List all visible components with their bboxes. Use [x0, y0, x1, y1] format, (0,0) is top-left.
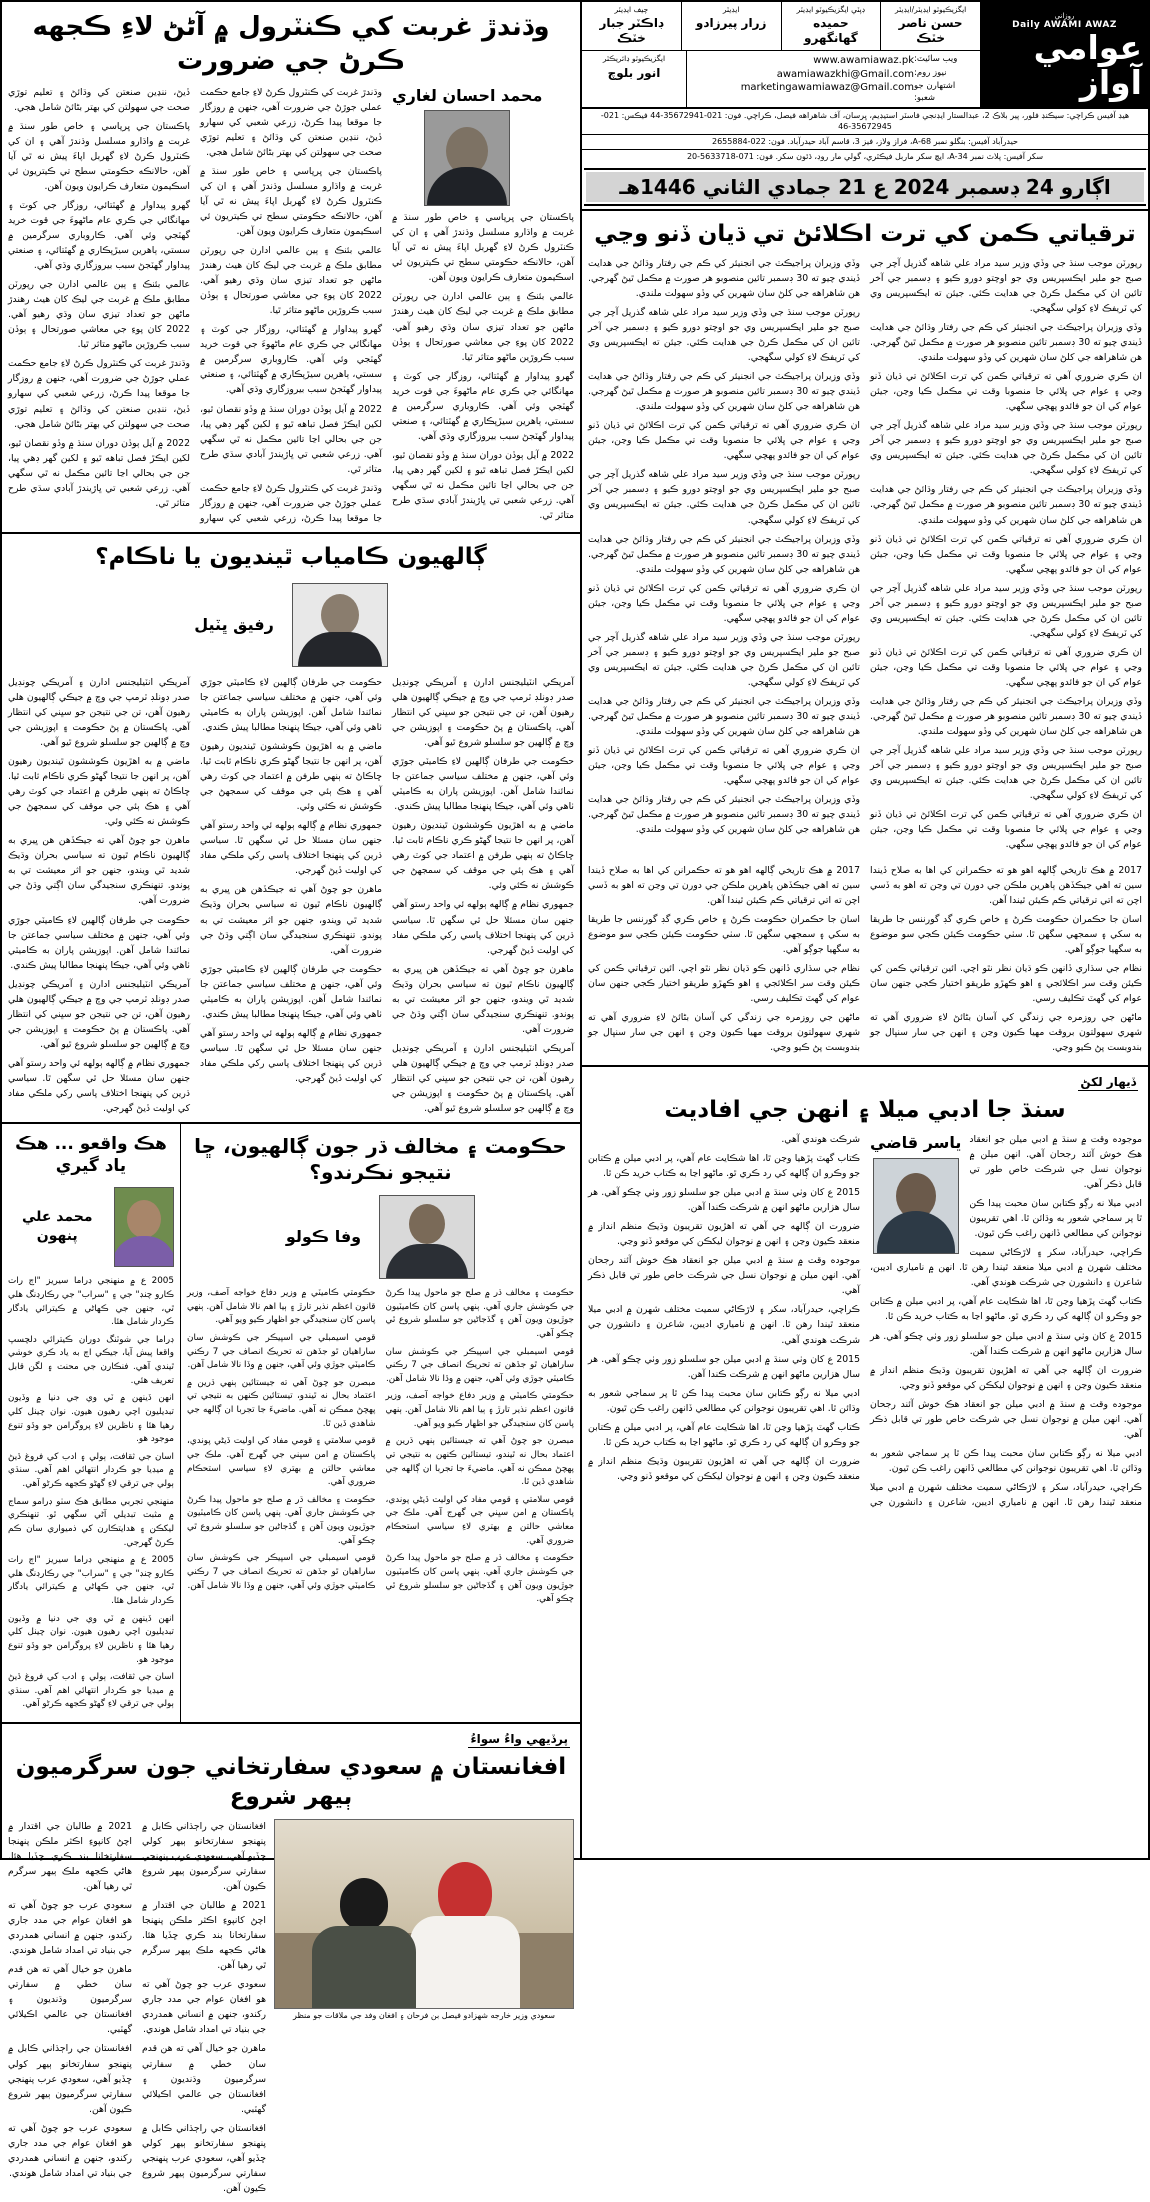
- address-line: حيدرآباد آفيس: بنگلو نمبر 68-A، فراز ولاز، فيز 3، قاسم آباد حيدرآباد. فون: 022-2655884: [582, 135, 1148, 150]
- paragraph: رپورٽن موجب سنڌ جي وڏي وزير سيد مراد علي شاهه گذريل آچر جي صبح جو ملير ايڪسپريس وي جو اوچتو دورو ڪيو ۽ ڊسمبر جي آخر تائين ان کي مڪمل ڪرڻ جي هدايت ڪئي. جيئن ته ايڪسپريس وي کي ٽريفڪ لاءِ کولي سگهجي.: [870, 420, 1142, 477]
- author-name: وفا ڪولو: [285, 1227, 362, 1247]
- paragraph: ان ڪري ضروري آهي ته ترقياتي ڪمن کي ترت اڪلائڻ تي ڌيان ڏنو وڃي ۽ عوام جي ڀلائي جا منصوبا وقت تي مڪمل ڪيا وڃن، جيئن عوام کي ان جو فائدو پهچي سگهي.: [588, 420, 860, 462]
- paragraph: موجوده وقت ۾ سنڌ ۾ ادبي ميلن جو انعقاد هڪ خوش آئند رجحان آهي. انهن ميلن ۾ نوجوان نسل جي شرڪت خاص طور تي قابل ذڪر آهي.: [588, 1255, 860, 1297]
- director-name: انور بلوچ: [607, 66, 661, 81]
- article-body: [8, 1275, 174, 1712]
- headline[interactable]: ترقياتي ڪمن کي ترت اڪلائڻ تي ڌيان ڏنو وڃي: [594, 220, 1136, 247]
- paragraph: 2015 ع کان وٺي سنڌ ۾ ادبي ميلن جو سلسلو زور وٺي چڪو آهي. هر سال هزارين ماڻهو انهن ۾ شرڪت ڪندا آهن.: [588, 1187, 860, 1214]
- publication-date: اڳارو 24 ڊسمبر 2024 ع 21 جمادي الثاني 1446هـ: [586, 172, 1144, 202]
- staff-name: حميده گھانگھرو: [804, 16, 858, 46]
- paragraph: حڪومت جي طرفان ڳالهين لاءِ ڪاميٽي جوڙي وئي آهي، جنهن ۾ مختلف سياسي جماعتن جا نمائندا شامل آهن. اپوزيشن پاران به ڪاميٽي ٺاهي وئي آهي، جيڪا پنهنجا مطالبا پيش ڪندي.: [8, 914, 190, 971]
- paragraph: وڏي وزيران پراجيڪٽ جي انجنيئر کي ڪم جي رفتار وڌائڻ جي هدايت ڏيندي چيو ته 30 ڊسمبر تائين منصوبو هر صورت ۾ مڪمل ٿيڻ گهرجي. هن شاهراهه جي کلڻ سان شهرين کي وڏو سهولت ملندي.: [588, 371, 860, 413]
- staff-name: ڊاڪٽر جبار خٽڪ: [599, 16, 664, 46]
- paragraph: ماهرن جو خيال آهي ته هن قدم سان خطي ۾ سفارتي سرگرميون وڌنديون ۽ افغانستان جي عالمي اڪيلائي گهٽبي.: [8, 1964, 132, 2036]
- author-portrait: [424, 110, 510, 206]
- staff-row: [582, 2, 980, 51]
- paragraph: ماهرن جو چوڻ آهي ته جيڪڏهن هن ڀيري به ڳالهيون ناڪام ٿيون ته سياسي بحران وڌيڪ شديد ٿي ويندو، جنهن جو اثر معيشت تي به پوندو. تنهنڪري سنجيدگي سان اڳتي وڌڻ جي ضرورت آهي.: [8, 835, 190, 907]
- paragraph: ڪراچي، حيدرآباد، سکر ۽ لاڙڪاڻي سميت مختلف شهرن ۾ ادبي ميلا منعقد ٿيندا رهن ٿا. انهن ۾ نامياري اديبن، شاعرن ۽ دانشورن جي شرڪت هوندي آهي.: [781, 1133, 1142, 1508]
- contact-block: [686, 51, 980, 107]
- contact-row: [582, 51, 980, 107]
- paragraph: عالمي بئنڪ ۽ ٻين عالمي ادارن جي رپورٽن مطابق ملڪ ۾ غربت جي ليڪ کان هيٺ رهندڙ ماڻهن جو تعداد تيزي سان وڌي رهيو آهي. 2022 کان پوءِ جي معاشي صورتحال ۽ ٻوڏن سبب ڪروڙين ماڻهو متاثر ٿيا.: [200, 245, 382, 317]
- paragraph: منهنجي تجربي مطابق هڪ سٺو ڊرامو سماج ۾ مثبت تبديلي آڻي سگهي ٿو. تنهنڪري ليکڪن ۽ هدايتڪارن کي ذميواري سان ڪم ڪرڻ گهرجي.: [8, 1496, 174, 1548]
- paragraph: ان ڪري ضروري آهي ته ترقياتي ڪمن کي ترت اڪلائڻ تي ڌيان ڏنو وڃي ۽ عوام جي ڀلائي جا منصوبا وقت تي مڪمل ڪيا وڃن، جيئن عوام کي ان جو فائدو پهچي سگهي.: [870, 646, 1142, 688]
- paragraph: گهرو پيداوار ۾ گهٽتائي، روزگار جي کوٽ ۽ مهانگائي جي ڪري عام ماڻهوءَ جي قوت خريد گهٽجي وئي آهي. ڪاروباري سرگرمين ۾ سستي، ٻاهرين سيڙپڪاري ۾ گهٽتائي، ۽ صنعتي پيداوار گهٽجڻ سبب بيروزگاري وڌي آهي.: [200, 324, 382, 396]
- section-kicker: پرڏيهي واءُ سواءُ: [470, 1732, 568, 1747]
- paragraph: ماڻهن جي روزمره جي زندگي کي آسان بڻائڻ لاءِ ضروري آهي ته شهري سهولتون بروقت مهيا ڪيون وڃن ۽ انهن جي سار سنڀال جو بندوبست پڻ ڪيو وڃي.: [588, 1011, 860, 1054]
- paragraph: وڌندڙ غربت کي ڪنٽرول ڪرڻ لاءِ جامع حڪمت عملي جوڙڻ جي ضرورت آهي، جنهن ۾ روزگار جا موقعا پيدا ڪرڻ، زرعي شعبي کي سهارو ڏيڻ، ننڍين صنعتن کي وڌائڻ ۽ تعليم توڙي صحت جي سهولتن کي بهتر بڻائڻ شامل هجي.: [8, 86, 382, 524]
- paragraph: رپورٽن موجب سنڌ جي وڏي وزير سيد مراد علي شاهه گذريل آچر جي صبح جو ملير ايڪسپريس وي جو اوچتو دورو ڪيو ۽ ڊسمبر جي آخر تائين ان کي مڪمل ڪرڻ جي هدايت ڪئي. جيئن ته ايڪسپريس وي کي ٽريفڪ لاءِ کولي سگهجي.: [870, 745, 1142, 802]
- paragraph: وڏي وزيران پراجيڪٽ جي انجنيئر کي ڪم جي رفتار وڌائڻ جي هدايت ڏيندي چيو ته 30 ڊسمبر تائين منصوبو هر صورت ۾ مڪمل ٿيڻ گهرجي. هن شاهراهه جي کلڻ سان شهرين کي وڏو سهولت ملندي.: [870, 321, 1142, 364]
- author-name: رفيق ڀٽيل: [194, 615, 274, 634]
- paragraph: حڪومتي ڪاميٽي ۾ وزير دفاع خواجه آصف، وزير قانون اعظم نذير تارڙ ۽ ٻيا اهم نالا شامل آهن. ٻنهي پاسن کان سنجيدگي جو اظهار ڪيو ويو آهي.: [385, 1391, 574, 1429]
- address-line: سکر آفيس: پلاٽ نمبر 34-A، ايڇ سکر ماربل فيڪٽري، گولي مار روڊ، ڌئون سکر. فون: 071-5633718-20: [686, 152, 1044, 162]
- left-section: [2, 2, 580, 2194]
- author-name: محمد احسان لغاري: [392, 85, 543, 105]
- paper-tagline: روزاني: [1054, 12, 1075, 21]
- address-line: هيڊ آفيس ڪراچي: سيڪنڊ فلور، پير بلاڪ 2، عبدالستار ايڊنجي فاسٽر استيڊيم، ڀرسان، آف شاهراهه فيصل، ڪراچي. فون: 021-35672941-44 فيڪس: 021-35672945-46: [582, 109, 1148, 135]
- paragraph: اسان جي ثقافت، ٻولي ۽ ادب کي فروغ ڏيڻ ۾ ميڊيا جو ڪردار انتهائي اهم آهي. سنڌي ٻولي جي ترقي لاءِ گهڻو ڪجهه ڪرڻو آهي.: [8, 1672, 174, 1710]
- paragraph: مبصرن جو چوڻ آهي ته جيستائين ٻنهي ڌرين ۾ اعتماد بحال نه ٿيندو، تيستائين ڪنهن به نتيجي تي پهچڻ ممڪن نه آهي. ماضيءَ جا تجربا ان ڳالهه جي شاهدي ڏين ٿا.: [385, 1436, 574, 1488]
- paragraph: 2017 ۾ هڪ تاريخي ڳالهه اهو هو ته حڪمرانن کي اها به صلاح ڏيندا سين ته اهي جيڪڏهن ٻاهرين ملڪن جي دورن تي وڃن ته اهو به ڏسي اچن ته اتي ترقياتي ڪم ڪيئن ٿيندا آهن.: [870, 864, 1142, 906]
- author-portrait: [379, 1195, 475, 1279]
- author-portrait: [873, 1158, 959, 1254]
- news-photo-wrap: [274, 1819, 574, 2196]
- headline[interactable]: افغانستان ۾ سعودي سفارتخاني جون سرگرميون ٻيهر شروع: [15, 1754, 567, 1810]
- paragraph: ڪتاب گهٽ پڙهيا وڃن ٿا، اها شڪايت عام آهي، پر ادبي ميلن ۾ ڪتابن جو وڪرو ان ڳالهه کي رد ڪري ٿو. ماڻهو اڃا به ڪتاب خريد ڪن ٿا.: [588, 1421, 860, 1448]
- paragraph: وڏي وزيران پراجيڪٽ جي انجنيئر کي ڪم جي رفتار وڌائڻ جي هدايت ڏيندي چيو ته 30 ڊسمبر تائين منصوبو هر صورت ۾ مڪمل ٿيڻ گهرجي. هن شاهراهه جي کلڻ سان شهرين کي وڏو سهولت ملندي.: [588, 794, 860, 836]
- news-photo: [274, 1819, 574, 2009]
- paragraph: 2022 ۾ آيل ٻوڏن دوران سنڌ ۾ وڏو نقصان ٿيو، لکين ايڪڙ فصل تباهه ٿيو ۽ لکين گهر ڊهي پيا، جن جي بحالي اڃا تائين مڪمل نه ٿي سگهي آهي. زرعي شعبي تي ڀاڙيندڙ آبادي سڌي طرح متاثر ٿي.: [8, 437, 190, 509]
- paragraph: آمريڪي انٽيليجنس ادارن ۽ آمريڪي چونڊيل صدر ڊونلڊ ٽرمپ جي وچ ۾ جيڪي ڳالهيون هلي رهيون آهن، تن جي نتيجن جو سڀني کي انتظار آهي. پاڪستان ۾ پڻ حڪومت ۽ اپوزيشن جي وچ ۾ ڳالهين جو سلسلو شروع ٿيو آهي.: [392, 676, 574, 748]
- headline[interactable]: وڌندڙ غربت کي ڪنٽرول ۾ آڻڻ لاءِ ڪجهه ڪرڻ جي ضرورت: [32, 12, 550, 76]
- article-body: [8, 1819, 266, 2196]
- paragraph: حڪومت ۽ مخالف ڌر ۾ صلح جو ماحول پيدا ڪرڻ جي ڪوشش جاري آهي. ٻنهي پاسن کان ڪاميٽيون جوڙيون ويون آهن ۽ گڏجاڻين جو سلسلو شروع ٿي چڪو آهي.: [385, 1553, 574, 1605]
- paragraph: اسان جي ثقافت، ٻولي ۽ ادب کي فروغ ڏيڻ ۾ ميڊيا جو ڪردار انتهائي اهم آهي. سنڌي ٻولي جي ترقي لاءِ گهڻو ڪجهه ڪرڻو آهي.: [8, 1451, 174, 1490]
- paragraph: حڪومتي ڪاميٽي ۾ وزير دفاع خواجه آصف، وزير قانون اعظم نذير تارڙ ۽ ٻيا اهم نالا شامل آهن. ٻنهي پاسن کان سنجيدگي جو اظهار ڪيو ويو آهي.: [187, 1288, 376, 1326]
- director-role: ايگزيڪيوٽو ڊائريڪٽر: [602, 54, 666, 64]
- paragraph: قومي اسيمبلي جي اسپيڪر جي ڪوشش سان ساراهيان ٿو جڏهن ته تحريڪ انصاف جي 7 رڪني ڪاميٽي جوڙي وئي آهي، جنهن ۾ وڏا نالا شامل آهن.: [187, 1553, 376, 1591]
- author-portrait: [292, 583, 388, 667]
- article-body: [8, 675, 574, 1116]
- paragraph: پاڪستان جي ڀرپاسي ۽ خاص طور سنڌ ۾ غربت ۾ واڌارو مسلسل وڌندڙ آهي ۽ ان کي ڪنٽرول ڪرڻ لاءِ گهربل اپاءَ پيش نه ٿي آيا آهن، حالانڪه حڪومتي سطح تي ڪيتريون ئي اسڪيمون متعارف ڪرايون ويون آهن.: [200, 165, 382, 238]
- paragraph: ان ڪري ضروري آهي ته ترقياتي ڪمن کي ترت اڪلائڻ تي ڌيان ڏنو وڃي ۽ عوام جي ڀلائي جا منصوبا وقت تي مڪمل ڪيا وڃن، جيئن عوام کي ان جو فائدو پهچي سگهي.: [870, 533, 1142, 575]
- paper-name-english: Daily AWAMI AWAZ: [1012, 20, 1117, 31]
- paragraph: رپورٽن موجب سنڌ جي وڏي وزير سيد مراد علي شاهه گذريل آچر جي صبح جو ملير ايڪسپريس وي جو اوچتو دورو ڪيو ۽ ڊسمبر جي آخر تائين ان کي مڪمل ڪرڻ جي هدايت ڪئي. جيئن ته ايڪسپريس وي کي ٽريفڪ لاءِ کولي سگهجي.: [588, 306, 860, 364]
- split-section: [2, 1122, 580, 1722]
- paragraph: 2005 ع ۾ منهنجي ڊراما سيريز "اڄ رات ڪارو چنڊ" جي ۽ "سراب" جي رڪارڊنگ هلي ٿي، جنهن جي ڪهاڻي ۾ ڪيترائي يادگار ڪردار شامل هئا.: [8, 1276, 174, 1328]
- paragraph: 2017 ۾ هڪ تاريخي ڳالهه اهو هو ته حڪمرانن کي اها به صلاح ڏيندا سين ته اهي جيڪڏهن ٻاهرين ملڪن جي دورن تي وڃن ته اهو به ڏسي اچن ته اتي ترقياتي ڪم ڪيئن ٿيندا آهن.: [588, 864, 860, 906]
- paragraph: انهن ڏينهن ۾ ٽي وي جي دنيا ۾ وڏيون تبديليون اچي رهيون هيون. نوان چينل کلي رهيا هئا ۽ ناظرين لاءِ پروگرامن جو وڏو تنوع موجود هو.: [8, 1393, 174, 1445]
- author-block: [187, 1191, 574, 1287]
- author-name: ياسر قاضي: [870, 1132, 962, 1152]
- staff-role: ايگزيڪيوٽو ايڊيٽر/ايڊيٽر: [894, 5, 967, 14]
- paragraph: انهن ڏينهن ۾ ٽي وي جي دنيا ۾ وڏيون تبديليون اچي رهيون هيون. نوان چينل کلي رهيا هئا ۽ ناظرين لاءِ پروگرامن جو وڏو تنوع موجود هو.: [8, 1613, 174, 1665]
- staff-name: حسن ناصر خٽڪ: [898, 16, 963, 46]
- paragraph: گهرو پيداوار ۾ گهٽتائي، روزگار جي کوٽ ۽ مهانگائي جي ڪري عام ماڻهوءَ جي قوت خريد گهٽجي وئي آهي. ڪاروباري سرگرمين ۾ سستي، ٻاهرين سيڙپڪاري ۾ گهٽتائي، ۽ صنعتي پيداوار گهٽجڻ سبب بيروزگاري وڌي آهي.: [8, 199, 190, 272]
- paragraph: 2015 ع کان وٺي سنڌ ۾ ادبي ميلن جو سلسلو زور وٺي چڪو آهي. هر سال هزارين ماڻهو انهن ۾ شرڪت ڪندا آهن.: [870, 1330, 1142, 1357]
- paragraph: ڊراما جي شوٽنگ دوران ڪيترائي دلچسپ واقعا پيش آيا، جيڪي اڄ به ياد ڪري خوشي ٿيندي آهي. فنڪارن جي محنت ۽ لگن قابل تعريف هئي.: [8, 1334, 174, 1386]
- paragraph: مبصرن جو چوڻ آهي ته جيستائين ٻنهي ڌرين ۾ اعتماد بحال نه ٿيندو، تيستائين ڪنهن به نتيجي تي پهچڻ ممڪن نه آهي. ماضيءَ جا تجربا ان ڳالهه جي شاهدي ڏين ٿا.: [187, 1377, 376, 1429]
- paragraph: نظام جي سڌاري ڏانهن ڪو ڌيان نظر نٿو اچي. ائين ترقياتي ڪمن کي ڪيئن وقت سر اڪلائجي ۽ اهو ڪهڙو طريقو اختيار ڪجي جنهن سان عوام کي گهٽ تڪليف رسي.: [870, 962, 1142, 1004]
- date-bar: [584, 168, 1146, 206]
- paragraph: جمهوري نظام ۾ ڳالهه ٻولهه ئي واحد رستو آهي جنهن سان مسئلا حل ٿي سگهن ٿا. سياسي ڌرين کي پنهنجا اختلاف پاسي رکي ملڪي مفاد کي اوليت ڏيڻ گهرجي.: [392, 899, 574, 956]
- ads-email[interactable]: marketingawamiawaz@Gmail.com: [740, 82, 914, 94]
- staff-role: ڊپٽي ايگزيڪيوٽو ايڊيٽر: [796, 5, 866, 14]
- article-afghanistan-saudi: [2, 1722, 580, 2202]
- paragraph: ان ڪري ضروري آهي ته ترقياتي ڪمن کي ترت اڪلائڻ تي ڌيان ڏنو وڃي ۽ عوام جي ڀلائي جا منصوبا وقت تي مڪمل ڪيا وڃن، جيئن عوام کي ان جو فائدو پهچي سگهي.: [870, 809, 1142, 851]
- paragraph: 2005 ع ۾ منهنجي ڊراما سيريز "اڄ رات ڪارو چنڊ" جي ۽ "سراب" جي رڪارڊنگ هلي ٿي، جنهن جي ڪهاڻي ۾ ڪيترائي يادگار ڪردار شامل هئا.: [8, 1555, 174, 1607]
- paragraph: آمريڪي انٽيليجنس ادارن ۽ آمريڪي چونڊيل صدر ڊونلڊ ٽرمپ جي وچ ۾ جيڪي ڳالهيون هلي رهيون آهن، تن جي نتيجن جو سڀني کي انتظار آهي. پاڪستان ۾ پڻ حڪومت ۽ اپوزيشن جي وچ ۾ ڳالهين جو سلسلو شروع ٿيو آهي.: [392, 1042, 574, 1115]
- right-section: [580, 2, 1148, 1858]
- paragraph: رپورٽن موجب سنڌ جي وڏي وزير سيد مراد علي شاهه گذريل آچر جي صبح جو ملير ايڪسپريس وي جو اوچتو دورو ڪيو ۽ ڊسمبر جي آخر تائين ان کي مڪمل ڪرڻ جي هدايت ڪئي. جيئن ته ايڪسپريس وي کي ٽريفڪ لاءِ کولي سگهجي.: [870, 257, 1142, 314]
- paragraph: افغانستان جي راڄڌاني ڪابل ۾ پنهنجو سفارتخانو ٻيهر کولي ڇڏيو آهي، سعودي عرب پنهنجي سفارتي سرگرميون ٻيهر شروع ڪيون آهن.: [8, 2043, 132, 2115]
- headline[interactable]: هڪ واقعو ... هڪ ياد گيري: [15, 1134, 167, 1177]
- article-govt-opposition: [180, 1124, 580, 1722]
- author-block: [8, 579, 574, 675]
- paragraph: ان ڪري ضروري آهي ته ترقياتي ڪمن کي ترت اڪلائڻ تي ڌيان ڏنو وڃي ۽ عوام جي ڀلائي جا منصوبا وقت تي مڪمل ڪيا وڃن، جيئن عوام کي ان جو فائدو پهچي سگهي.: [870, 371, 1142, 413]
- paragraph: جمهوري نظام ۾ ڳالهه ٻولهه ئي واحد رستو آهي جنهن سان مسئلا حل ٿي سگهن ٿا. سياسي ڌرين کي پنهنجا اختلاف پاسي رکي ملڪي مفاد کي اوليت ڏيڻ گهرجي.: [8, 1057, 190, 1115]
- paragraph: سعودي عرب جو چوڻ آهي ته هو افغان عوام جي مدد جاري رکندو، جنهن ۾ انساني همدردي جي بنياد تي امداد شامل هوندي.: [142, 1979, 266, 2036]
- author-block: [392, 85, 542, 207]
- paragraph: حڪومت ۽ مخالف ڌر ۾ صلح جو ماحول پيدا ڪرڻ جي ڪوشش جاري آهي. ٻنهي پاسن کان ڪاميٽيون جوڙيون ويون آهن ۽ گڏجاڻين جو سلسلو شروع ٿي چڪو آهي.: [187, 1494, 376, 1546]
- paragraph: رپورٽن موجب سنڌ جي وڏي وزير سيد مراد علي شاهه گذريل آچر جي صبح جو ملير ايڪسپريس وي جو اوچتو دورو ڪيو ۽ ڊسمبر جي آخر تائين ان کي مڪمل ڪرڻ جي هدايت ڪئي. جيئن ته ايڪسپريس وي کي ٽريفڪ لاءِ کولي سگهجي.: [870, 582, 1142, 639]
- paragraph: 2021 ۾ طالبان جي اقتدار ۾ اچڻ کانپوءِ اڪثر ملڪن پنهنجا سفارتخانا بند ڪري ڇڏيا هئا. هاڻي ڪجهه ملڪ ٻيهر سرگرم ٿي رهيا آهن.: [8, 1820, 132, 1893]
- paragraph: ماضي ۾ به اهڙيون ڪوششون ٿينديون رهيون آهن، پر انهن جا نتيجا گهڻو ڪري ناڪام ثابت ٿيا. ڇاڪاڻ ته ٻنهي طرفن ۾ اعتماد جي کوٽ رهي آهي ۽ هڪ ٻئي جي موقف کي سمجهڻ جي ڪوشش نه ڪئي وئي.: [8, 756, 190, 828]
- paragraph: وڏي وزيران پراجيڪٽ جي انجنيئر کي ڪم جي رفتار وڌائڻ جي هدايت ڏيندي چيو ته 30 ڊسمبر تائين منصوبو هر صورت ۾ مڪمل ٿيڻ گهرجي. هن شاهراهه جي کلڻ سان شهرين کي وڏو سهولت ملندي.: [588, 257, 860, 299]
- article-body: [588, 863, 1142, 1060]
- paragraph: آمريڪي انٽيليجنس ادارن ۽ آمريڪي چونڊيل صدر ڊونلڊ ٽرمپ جي وچ ۾ جيڪي ڳالهيون هلي رهيون آهن، تن جي نتيجن جو سڀني کي انتظار آهي. پاڪستان ۾ پڻ حڪومت ۽ اپوزيشن جي وچ ۾ ڳالهين جو سلسلو شروع ٿيو آهي.: [8, 676, 190, 748]
- paragraph: وڌندڙ غربت کي ڪنٽرول ڪرڻ لاءِ جامع حڪمت عملي جوڙڻ جي ضرورت آهي، جنهن ۾ روزگار جا موقعا پيدا ڪرڻ، زرعي شعبي کي سهارو ڏيڻ، ننڍين صنعتن کي وڌائڻ ۽ تعليم توڙي صحت جي سهولتن کي بهتر بڻائڻ شامل هجي.: [8, 358, 190, 430]
- paragraph: قومي سلامتي ۽ قومي مفاد کي اوليت ڏيڻي پوندي، پاڪستان ۾ امن سڀني جي گهرج آهي. ملڪ جي معاشي حالتن ۾ بهتري لاءِ سياسي استحڪام ضروري آهي.: [187, 1436, 376, 1488]
- staff-cell: [781, 2, 881, 50]
- paragraph: وڏي وزيران پراجيڪٽ جي انجنيئر کي ڪم جي رفتار وڌائڻ جي هدايت ڏيندي چيو ته 30 ڊسمبر تائين منصوبو هر صورت ۾ مڪمل ٿيڻ گهرجي. هن شاهراهه جي کلڻ سان شهرين کي وڏو سهولت ملندي.: [870, 696, 1142, 738]
- article-governance-commentary: [582, 859, 1148, 1066]
- paragraph: موجوده وقت ۾ سنڌ ۾ ادبي ميلن جو انعقاد هڪ خوش آئند رجحان آهي. انهن ميلن ۾ نوجوان نسل جي شرڪت خاص طور تي قابل ذڪر آهي.: [969, 1133, 1142, 1191]
- paragraph: ڪراچي، حيدرآباد، سکر ۽ لاڙڪاڻي سميت مختلف شهرن ۾ ادبي ميلا منعقد ٿيندا رهن ٿا. انهن ۾ نامياري اديبن، شاعرن ۽ دانشورن جي شرڪت هوندي آهي.: [588, 1304, 860, 1346]
- paragraph: سعودي عرب جو چوڻ آهي ته هو افغان عوام جي مدد جاري رکندو، جنهن ۾ انساني همدردي جي بنياد تي امداد شامل هوندي.: [8, 1900, 132, 1957]
- paragraph: جمهوري نظام ۾ ڳالهه ٻولهه ئي واحد رستو آهي جنهن سان مسئلا حل ٿي سگهن ٿا. سياسي ڌرين کي پنهنجا اختلاف پاسي رکي ملڪي مفاد کي اوليت ڏيڻ گهرجي.: [200, 820, 382, 877]
- paragraph: اسان جا حڪمران حڪومت ڪرڻ ۽ خاص ڪري گڊ گورننس جا طريقا به سکي ۽ سمجهي سگهن ٿا. سٺي حڪومت ڪيئن ڪجي سو موضوع به سگهيا جوڳو آهي.: [588, 913, 860, 955]
- article-literary-festivals: [582, 1065, 1148, 1516]
- paragraph: نظام جي سڌاري ڏانهن ڪو ڌيان نظر نٿو اچي. ائين ترقياتي ڪمن کي ڪيئن وقت سر اڪلائجي ۽ اهو ڪهڙو طريقو اختيار ڪجي جنهن سان عوام کي گهٽ تڪليف رسي.: [588, 962, 860, 1004]
- paragraph: جمهوري نظام ۾ ڳالهه ٻولهه ئي واحد رستو آهي جنهن سان مسئلا حل ٿي سگهن ٿا. سياسي ڌرين کي پنهنجا اختلاف پاسي رکي ملڪي مفاد کي اوليت ڏيڻ گهرجي.: [200, 1027, 382, 1084]
- paragraph: ڪتاب گهٽ پڙهيا وڃن ٿا، اها شڪايت عام آهي، پر ادبي ميلن ۾ ڪتابن جو وڪرو ان ڳالهه کي رد ڪري ٿو. ماڻهو اڃا به ڪتاب خريد ڪن ٿا.: [870, 1296, 1142, 1323]
- paragraph: 2022 ۾ آيل ٻوڏن دوران سنڌ ۾ وڏو نقصان ٿيو، لکين ايڪڙ فصل تباهه ٿيو ۽ لکين گهر ڊهي پيا، جن جي بحالي اڃا تائين مڪمل نه ٿي سگهي آهي. زرعي شعبي تي ڀاڙيندڙ آبادي سڌي طرح متاثر ٿي.: [200, 403, 382, 475]
- paragraph: رپورٽن موجب سنڌ جي وڏي وزير سيد مراد علي شاهه گذريل آچر جي صبح جو ملير ايڪسپريس وي جو اوچتو دورو ڪيو ۽ ڊسمبر جي آخر تائين ان کي مڪمل ڪرڻ جي هدايت ڪئي. جيئن ته ايڪسپريس وي کي ٽريفڪ لاءِ کولي سگهجي.: [588, 469, 860, 526]
- author-block: [8, 1183, 174, 1275]
- paragraph: ماضي ۾ به اهڙيون ڪوششون ٿينديون رهيون آهن، پر انهن جا نتيجا گهڻو ڪري ناڪام ثابت ٿيا. ڇاڪاڻ ته ٻنهي طرفن ۾ اعتماد جي کوٽ رهي آهي ۽ هڪ ٻئي جي موقف کي سمجهڻ جي ڪوشش نه ڪئي وئي.: [392, 820, 574, 892]
- section-kicker: ڏيهار لکڻ: [1080, 1075, 1136, 1090]
- paragraph: سعودي عرب جو چوڻ آهي ته هو افغان عوام جي مدد جاري رکندو، جنهن ۾ انساني همدردي جي بنياد تي امداد شامل هوندي.: [8, 2122, 132, 2179]
- paragraph: 2022 ۾ آيل ٻوڏن دوران سنڌ ۾ وڏو نقصان ٿيو، لکين ايڪڙ فصل تباهه ٿيو ۽ لکين گهر ڊهي پيا، جن جي بحالي اڃا تائين مڪمل نه ٿي سگهي آهي. زرعي شعبي تي ڀاڙيندڙ آبادي سڌي طرح متاثر ٿي.: [392, 449, 574, 522]
- article-memoir: [2, 1124, 180, 1722]
- paragraph: موجوده وقت ۾ سنڌ ۾ ادبي ميلن جو انعقاد هڪ خوش آئند رجحان آهي. انهن ميلن ۾ نوجوان نسل جي شرڪت خاص طور تي قابل ذڪر آهي.: [870, 1398, 1142, 1440]
- staff-cell: [681, 2, 781, 50]
- paragraph: آمريڪي انٽيليجنس ادارن ۽ آمريڪي چونڊيل صدر ڊونلڊ ٽرمپ جي وچ ۾ جيڪي ڳالهيون هلي رهيون آهن، تن جي نتيجن جو سڀني کي انتظار آهي. پاڪستان ۾ پڻ حڪومت ۽ اپوزيشن جي وچ ۾ ڳالهين جو سلسلو شروع ٿيو آهي.: [8, 978, 190, 1050]
- staff-name: زرار پيرزادو: [695, 16, 767, 31]
- article-body: [588, 256, 1142, 853]
- article-poverty: [2, 2, 580, 532]
- article-body: [588, 1132, 1142, 1510]
- staff-role: ايڊيٽر: [722, 5, 740, 14]
- paragraph: ماهرن جو خيال آهي ته هن قدم سان خطي ۾ سفارتي سرگرميون وڌنديون ۽ افغانستان جي عالمي اڪيلائي گهٽبي.: [142, 2043, 266, 2115]
- photo-caption: سعودي وزير خارجه شهزادو فيصل بن فرحان ۽ افغان وفد جي ملاقات جو منظر: [293, 2010, 555, 2020]
- newsroom-label: نيوز روم:: [914, 67, 947, 78]
- staff-cell: [880, 2, 980, 50]
- paragraph: ان ڪري ضروري آهي ته ترقياتي ڪمن کي ترت اڪلائڻ تي ڌيان ڏنو وڃي ۽ عوام جي ڀلائي جا منصوبا وقت تي مڪمل ڪيا وڃن، جيئن عوام کي ان جو فائدو پهچي سگهي.: [588, 582, 860, 624]
- article-body: [187, 1287, 574, 1607]
- paragraph: ماڻهن جي روزمره جي زندگي کي آسان بڻائڻ لاءِ ضروري آهي ته شهري سهولتون بروقت مهيا ڪيون وڃن ۽ انهن جي سار سنڀال جو بندوبست پڻ ڪيو وڃي.: [870, 1011, 1142, 1054]
- office-addresses: [582, 108, 1148, 165]
- paragraph: حڪومت ۽ مخالف ڌر ۾ صلح جو ماحول پيدا ڪرڻ جي ڪوشش جاري آهي. ٻنهي پاسن کان ڪاميٽيون جوڙيون ويون آهن ۽ گڏجاڻين جو سلسلو شروع ٿي چڪو آهي.: [385, 1288, 574, 1339]
- paragraph: ماهرن جو چوڻ آهي ته جيڪڏهن هن ڀيري به ڳالهيون ناڪام ٿيون ته سياسي بحران وڌيڪ شديد ٿي ويندو، جنهن جو اثر معيشت تي به پوندو. تنهنڪري سنجيدگي سان اڳتي وڌڻ جي ضرورت آهي.: [392, 963, 574, 1035]
- paragraph: حڪومت جي طرفان ڳالهين لاءِ ڪاميٽي جوڙي وئي آهي، جنهن ۾ مختلف سياسي جماعتن جا نمائندا شامل آهن. اپوزيشن پاران به ڪاميٽي ٺاهي وئي آهي، جيڪا پنهنجا مطالبا پيش ڪندي.: [200, 676, 382, 733]
- ads-label: اشتهارن جو شعبو:: [914, 81, 956, 103]
- author-portrait: [114, 1187, 174, 1267]
- headline[interactable]: حڪومت ۽ مخالف ڌر جون ڳالهيون، ڇا نتيجو نڪرندو؟: [194, 1134, 567, 1185]
- headline[interactable]: ڳالهيون ڪامياب ٿينديون يا ناڪام؟: [95, 543, 487, 570]
- paragraph: حڪومت جي طرفان ڳالهين لاءِ ڪاميٽي جوڙي وئي آهي، جنهن ۾ مختلف سياسي جماعتن جا نمائندا شامل آهن. اپوزيشن پاران به ڪاميٽي ٺاهي وئي آهي، جيڪا پنهنجا مطالبا پيش ڪندي.: [392, 756, 574, 813]
- director-cell: [582, 51, 686, 107]
- paragraph: ان ڪري ضروري آهي ته ترقياتي ڪمن کي ترت اڪلائڻ تي ڌيان ڏنو وڃي ۽ عوام جي ڀلائي جا منصوبا وقت تي مڪمل ڪيا وڃن، جيئن عوام کي ان جو فائدو پهچي سگهي.: [588, 745, 860, 787]
- website-value[interactable]: www.awamiawaz.pk: [813, 55, 914, 67]
- headline[interactable]: سنڌ جا ادبي ميلا ۽ انهن جي افاديت: [664, 1097, 1066, 1124]
- website-label: ويب سائيٽ:: [914, 54, 958, 65]
- staff-role: چيف ايڊيٽر: [614, 5, 649, 14]
- article-development-works: [582, 209, 1148, 859]
- paragraph: ضرورت ان ڳالهه جي آهي ته اهڙيون تقريبون وڌيڪ منظم انداز ۾ منعقد ڪيون وڃن ۽ انهن ۾ نوجوان ليکڪن کي موقعو ڏنو وڃي.: [588, 1455, 860, 1482]
- paragraph: وڌندڙ غربت کي ڪنٽرول ڪرڻ لاءِ جامع حڪمت عملي جوڙڻ جي ضرورت آهي، جنهن ۾ روزگار جا موقعا پيدا ڪرڻ، زرعي شعبي کي سهارو ڏيڻ، ننڍين صنعتن کي وڌائڻ ۽ تعليم توڙي صحت جي سهولتن کي بهتر بڻائڻ شامل هجي.: [200, 86, 382, 158]
- paragraph: قومي سلامتي ۽ قومي مفاد کي اوليت ڏيڻي پوندي، پاڪستان ۾ امن سڀني جي گهرج آهي. ملڪ جي معاشي حالتن ۾ بهتري لاءِ سياسي استحڪام ضروري آهي.: [385, 1494, 574, 1546]
- paragraph: 2021 ۾ طالبان جي اقتدار ۾ اچڻ کانپوءِ اڪثر ملڪن پنهنجا سفارتخانا بند ڪري ڇڏيا هئا. هاڻي ڪجهه ملڪ ٻيهر سرگرم ٿي رهيا آهن.: [142, 1900, 266, 1972]
- newsroom-email[interactable]: awamiawazkhi@Gmail.com: [776, 68, 914, 80]
- article-body: [8, 85, 574, 526]
- staff-grid: [582, 2, 980, 107]
- paragraph: ادبي ميلا نه رڳو ڪتابن سان محبت پيدا ڪن ٿا پر سماجي شعور به وڌائن ٿا. اهي تقريبون نوجوانن کي مطالعي ڏانهن راغب ڪن ٿيون.: [870, 1447, 1142, 1474]
- paragraph: عالمي بئنڪ ۽ ٻين عالمي ادارن جي رپورٽن مطابق ملڪ ۾ غربت جي ليڪ کان هيٺ رهندڙ ماڻهن جو تعداد تيزي سان وڌي رهيو آهي. 2022 کان پوءِ جي معاشي صورتحال ۽ ٻوڏن سبب ڪروڙين ماڻهو متاثر ٿيا.: [392, 291, 574, 363]
- paragraph: افغانستان جي راڄڌاني ڪابل ۾ پنهنجو سفارتخانو ٻيهر کولي ڇڏيو آهي، سعودي عرب پنهنجي سفارتي سرگرميون ٻيهر شروع ڪيون آهن.: [142, 1820, 266, 1893]
- author-name: محمد علي پنهون: [21, 1209, 93, 1245]
- paragraph: ادبي ميلا نه رڳو ڪتابن سان محبت پيدا ڪن ٿا پر سماجي شعور به وڌائن ٿا. اهي تقريبون نوجوانن کي مطالعي ڏانهن راغب ڪن ٿيون.: [969, 1198, 1142, 1240]
- paragraph: وڏي وزيران پراجيڪٽ جي انجنيئر کي ڪم جي رفتار وڌائڻ جي هدايت ڏيندي چيو ته 30 ڊسمبر تائين منصوبو هر صورت ۾ مڪمل ٿيڻ گهرجي. هن شاهراهه جي کلڻ سان شهرين کي وڏو سهولت ملندي.: [870, 484, 1142, 526]
- paragraph: ادبي ميلا نه رڳو ڪتابن سان محبت پيدا ڪن ٿا پر سماجي شعور به وڌائن ٿا. اهي تقريبون نوجوانن کي مطالعي ڏانهن راغب ڪن ٿيون.: [588, 1387, 860, 1414]
- paragraph: قومي اسيمبلي جي اسپيڪر جي ڪوشش سان ساراهيان ٿو جڏهن ته تحريڪ انصاف جي 7 رڪني ڪاميٽي جوڙي وئي آهي، جنهن ۾ وڏا نالا شامل آهن.: [385, 1346, 574, 1384]
- paragraph: عالمي بئنڪ ۽ ٻين عالمي ادارن جي رپورٽن مطابق ملڪ ۾ غربت جي ليڪ کان هيٺ رهندڙ ماڻهن جو تعداد تيزي سان وڌي رهيو آهي. 2022 کان پوءِ جي معاشي صورتحال ۽ ٻوڏن سبب ڪروڙين ماڻهو متاثر ٿيا.: [8, 279, 190, 351]
- paragraph: ڪتاب گهٽ پڙهيا وڃن ٿا، اها شڪايت عام آهي، پر ادبي ميلن ۾ ڪتابن جو وڪرو ان ڳالهه کي رد ڪري ٿو. ماڻهو اڃا به ڪتاب خريد ڪن ٿا.: [588, 1153, 860, 1180]
- paragraph: اسان جا حڪمران حڪومت ڪرڻ ۽ خاص ڪري گڊ گورننس جا طريقا به سکي ۽ سمجهي سگهن ٿا. سٺي حڪومت ڪيئن ڪجي سو موضوع به سگهيا جوڳو آهي.: [870, 913, 1142, 955]
- staff-cell: [582, 2, 681, 50]
- paragraph: وڏي وزيران پراجيڪٽ جي انجنيئر کي ڪم جي رفتار وڌائڻ جي هدايت ڏيندي چيو ته 30 ڊسمبر تائين منصوبو هر صورت ۾ مڪمل ٿيڻ گهرجي. هن شاهراهه جي کلڻ سان شهرين کي وڏو سهولت ملندي.: [588, 533, 860, 575]
- paragraph: پاڪستان جي ڀرپاسي ۽ خاص طور سنڌ ۾ غربت ۾ واڌارو مسلسل وڌندڙ آهي ۽ ان کي ڪنٽرول ڪرڻ لاءِ گهربل اپاءَ پيش نه ٿي آيا آهن، حالانڪه حڪومتي سطح تي ڪيتريون ئي اسڪيمون متعارف ڪرايون ويون آهن.: [392, 212, 574, 284]
- paragraph: حڪومت جي طرفان ڳالهين لاءِ ڪاميٽي جوڙي وئي آهي، جنهن ۾ مختلف سياسي جماعتن جا نمائندا شامل آهن. اپوزيشن پاران به ڪاميٽي ٺاهي وئي آهي، جيڪا پنهنجا مطالبا پيش ڪندي.: [200, 963, 382, 1020]
- paragraph: افغانستان جي راڄڌاني ڪابل ۾ پنهنجو سفارتخانو ٻيهر کولي ڇڏيو آهي، سعودي عرب پنهنجي سفارتي سرگرميون ٻيهر شروع ڪيون آهن.: [142, 2122, 266, 2194]
- paragraph: وڏي وزيران پراجيڪٽ جي انجنيئر کي ڪم جي رفتار وڌائڻ جي هدايت ڏيندي چيو ته 30 ڊسمبر تائين منصوبو هر صورت ۾ مڪمل ٿيڻ گهرجي. هن شاهراهه جي کلڻ سان شهرين کي وڏو سهولت ملندي.: [588, 696, 860, 738]
- paragraph: گهرو پيداوار ۾ گهٽتائي، روزگار جي کوٽ ۽ مهانگائي جي ڪري عام ماڻهوءَ جي قوت خريد گهٽجي وئي آهي. ڪاروباري سرگرمين ۾ سستي، ٻاهرين سيڙپڪاري ۾ گهٽتائي، ۽ صنعتي پيداوار گهٽجڻ سبب بيروزگاري وڌي آهي.: [392, 370, 574, 442]
- paragraph: ضرورت ان ڳالهه جي آهي ته اهڙيون تقريبون وڌيڪ منظم انداز ۾ منعقد ڪيون وڃن ۽ انهن ۾ نوجوان ليکڪن کي موقعو ڏنو وڃي.: [870, 1364, 1142, 1391]
- paragraph: پاڪستان جي ڀرپاسي ۽ خاص طور سنڌ ۾ غربت ۾ واڌارو مسلسل وڌندڙ آهي ۽ ان کي ڪنٽرول ڪرڻ لاءِ گهربل اپاءَ پيش نه ٿي آيا آهن، حالانڪه حڪومتي سطح تي ڪيتريون ئي اسڪيمون متعارف ڪرايون ويون آهن.: [8, 120, 190, 192]
- article-talks-success: [2, 532, 580, 1122]
- figure-afghan-delegate: [304, 1868, 424, 2008]
- paragraph: 2015 ع کان وٺي سنڌ ۾ ادبي ميلن جو سلسلو زور وٺي چڪو آهي. هر سال هزارين ماڻهو انهن ۾ شرڪت ڪندا آهن.: [588, 1353, 860, 1380]
- paragraph: رپورٽن موجب سنڌ جي وڏي وزير سيد مراد علي شاهه گذريل آچر جي صبح جو ملير ايڪسپريس وي جو اوچتو دورو ڪيو ۽ ڊسمبر جي آخر تائين ان کي مڪمل ڪرڻ جي هدايت ڪئي. جيئن ته ايڪسپريس وي کي ٽريفڪ لاءِ کولي سگهجي.: [588, 631, 860, 688]
- masthead: [582, 2, 1148, 108]
- paper-name-sindhi: عوامي آواز: [1033, 28, 1142, 102]
- paragraph: ماضي ۾ به اهڙيون ڪوششون ٿينديون رهيون آهن، پر انهن جا نتيجا گهڻو ڪري ناڪام ثابت ٿيا. ڇاڪاڻ ته ٻنهي طرفن ۾ اعتماد جي کوٽ رهي آهي ۽ هڪ ٻئي جي موقف کي سمجهڻ جي ڪوشش نه ڪئي وئي.: [200, 740, 382, 813]
- paragraph: ڪراچي، حيدرآباد، سکر ۽ لاڙڪاڻي سميت مختلف شهرن ۾ ادبي ميلا منعقد ٿيندا رهن ٿا. انهن ۾ نامياري اديبن، شاعرن ۽ دانشورن جي شرڪت هوندي آهي.: [870, 1247, 1142, 1289]
- paragraph: ضرورت ان ڳالهه جي آهي ته اهڙيون تقريبون وڌيڪ منظم انداز ۾ منعقد ڪيون وڃن ۽ انهن ۾ نوجوان ليکڪن کي موقعو ڏنو وڃي.: [588, 1221, 860, 1248]
- paragraph: قومي اسيمبلي جي اسپيڪر جي ڪوشش سان ساراهيان ٿو جڏهن ته تحريڪ انصاف جي 7 رڪني ڪاميٽي جوڙي وئي آهي، جنهن ۾ وڏا نالا شامل آهن.: [187, 1332, 376, 1371]
- author-block: [870, 1132, 961, 1254]
- paper-logo: [980, 2, 1148, 107]
- paragraph: ماهرن جو چوڻ آهي ته جيڪڏهن هن ڀيري به ڳالهيون ناڪام ٿيون ته سياسي بحران وڌيڪ شديد ٿي ويندو، جنهن جو اثر معيشت تي به پوندو. تنهنڪري سنجيدگي سان اڳتي وڌڻ جي ضرورت آهي.: [200, 884, 382, 956]
